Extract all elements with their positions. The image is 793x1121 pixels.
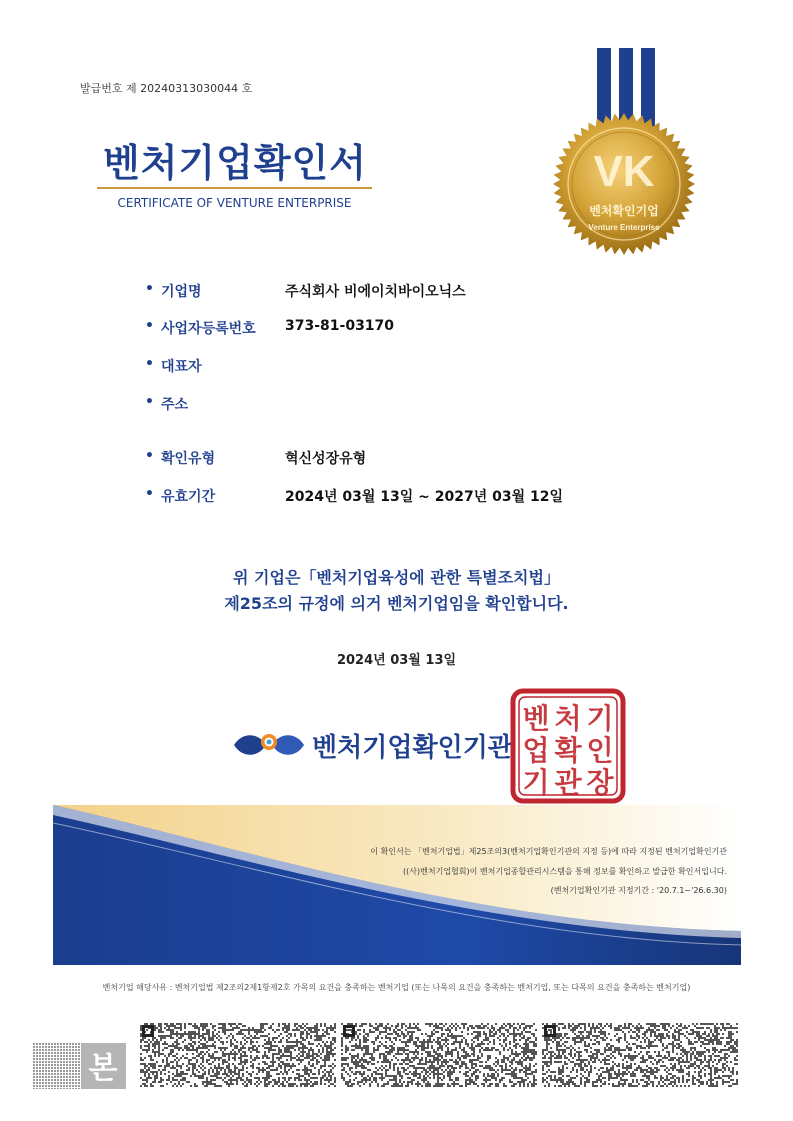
- field-label: 확인유형: [161, 451, 216, 467]
- footer-note: 벤처기업 해당사유 : 벤처기업법 제2조의2제1항제2호 가목의 요건을 충족하는 벤처기업 (또는 나목의 요건을 충족하는 벤처기업, 또는 다목의 요건을 충족하는 벤처기업): [102, 983, 691, 992]
- wave-note-3: (벤처기업확인기관 지정기간 : '20.7.1~'26.6.30): [550, 886, 727, 895]
- stamp-char: 벤: [522, 702, 550, 735]
- field-value: 2024년 03월 13일 ~ 2027년 03월 12일: [285, 489, 563, 505]
- gold-seal-icon: [552, 112, 696, 256]
- stamp-char: 인: [586, 734, 614, 767]
- issue-number: 발급번호 제 20240313030044 호: [80, 82, 253, 95]
- field-label: 기업명: [161, 284, 202, 300]
- wave-note-2: ((사)벤처기업협회)이 벤처기업종합관리시스템을 통해 정보를 확인하고 발급한 확인서입니다.: [403, 867, 727, 876]
- issue-date: 2024년 03월 13일: [336, 653, 457, 668]
- original-mark-text: 본: [88, 1051, 118, 1086]
- certificate-title: 벤처기업확인서: [103, 141, 367, 185]
- stamp-char: 관: [554, 766, 582, 799]
- security-pattern-1: [140, 1023, 336, 1087]
- confirmation-statement: [0, 565, 793, 617]
- field-value: 주식회사 비에이치바이오닉스: [285, 284, 466, 300]
- official-red-stamp: [510, 688, 626, 804]
- seal-text-en: Venture Enterprise: [588, 223, 660, 232]
- seal-text-ko: 벤처확인기업: [589, 204, 659, 218]
- statement-line-2: 제25조의 규정에 의거 벤처기업임을 확인합니다.: [224, 594, 569, 613]
- statement-line-1: 위 기업은「벤처기업육성에 관한 특별조치법」: [233, 568, 560, 587]
- stamp-char: 기: [586, 702, 614, 735]
- field-label: 사업자등록번호: [161, 321, 256, 337]
- stamp-char: 업: [522, 734, 550, 767]
- security-pattern-3: [542, 1023, 738, 1087]
- field-label: 대표자: [161, 359, 202, 375]
- field-label: 유효기간: [161, 489, 216, 505]
- security-pattern-2: [341, 1023, 537, 1087]
- stamp-char: 확: [554, 734, 582, 767]
- stamp-char: 처: [554, 702, 582, 735]
- certificate-subtitle: CERTIFICATE OF VENTURE ENTERPRISE: [117, 196, 352, 210]
- field-label: 주소: [161, 397, 189, 413]
- field-value: 혁신성장유형: [285, 451, 367, 467]
- field-value: 373-81-03170: [285, 318, 395, 334]
- stamp-char: 기: [522, 766, 550, 799]
- seal-logo-letters: VK: [593, 147, 655, 196]
- title-divider: [97, 187, 372, 189]
- stamp-char: 장: [586, 766, 614, 799]
- wave-note-1: 이 확인서는 「벤처기업법」제25조의3(벤처기업확인기관의 지정 등)에 따라 지정된 벤처기업확인기관: [370, 847, 727, 856]
- issuer-name: 벤처기업확인기관: [312, 733, 513, 763]
- original-copy-mark: [33, 1043, 126, 1089]
- issuer-logo-icon: [232, 728, 306, 762]
